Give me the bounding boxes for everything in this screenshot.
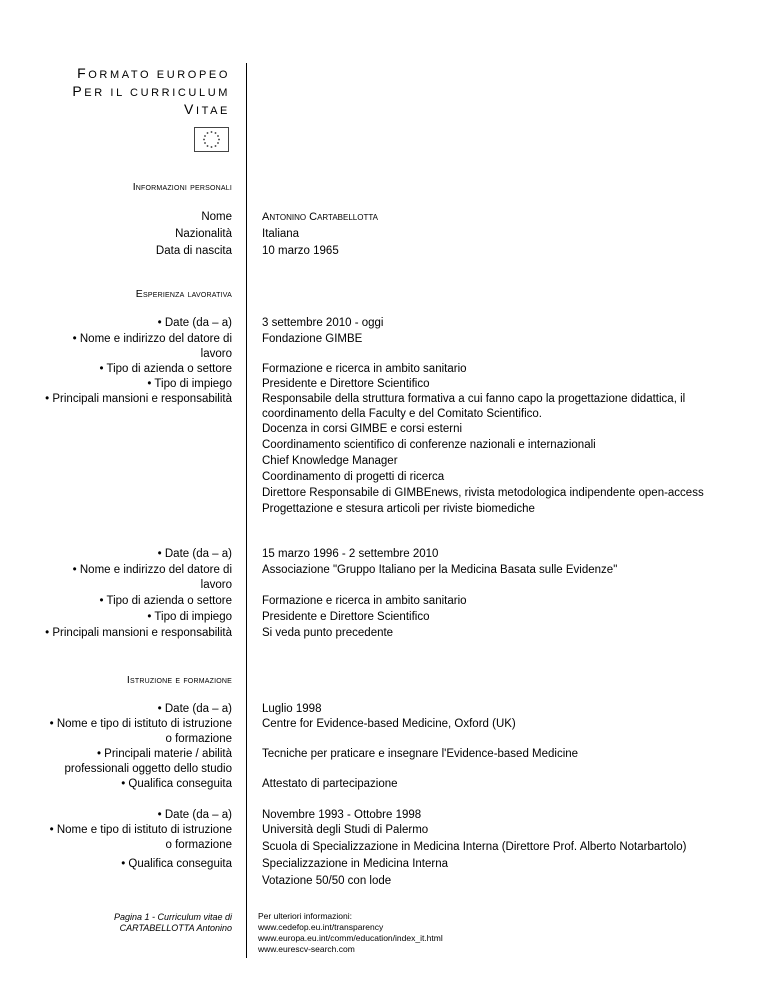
edu1-subjects: Tecniche per praticare e insegnare l'Evidence-based Medicine — [262, 748, 579, 760]
job1-type: Presidente e Direttore Scientifico — [262, 378, 430, 390]
job2-label-duties: • Principali mansioni e responsabilità — [45, 627, 232, 639]
column-divider — [246, 63, 247, 958]
footer-page-info: Pagina 1 - Curriculum vitae di — [113, 912, 232, 922]
footer-page-info-name: CARTABELLOTTA Antonino — [119, 923, 232, 933]
job1-label-sector: • Tipo di azienda o settore — [99, 363, 232, 375]
job2-sector: Formazione e ricerca in ambito sanitario — [262, 595, 467, 607]
edu2-label-institute-2: o formazione — [165, 839, 232, 851]
job1-duty: coordinamento della Faculty e del Comitato Scientifico. — [262, 408, 542, 420]
edu1-qualification: Attestato di partecipazione — [262, 778, 398, 790]
edu2-dates: Novembre 1993 - Ottobre 1998 — [262, 809, 422, 821]
eu-flag-icon — [194, 127, 229, 152]
label-name: Nome — [201, 211, 232, 223]
value-birthdate: 10 marzo 1965 — [262, 245, 339, 257]
edu1-label-institute-2: o formazione — [165, 733, 232, 745]
job1-label-dates: • Date (da – a) — [157, 317, 232, 329]
section-heading-work: Esperienza lavorativa — [135, 288, 232, 300]
footer-link[interactable]: www.eurescv-search.com — [258, 944, 355, 954]
edu1-label-subjects: • Principali materie / abilità — [96, 748, 232, 760]
job2-label-type: • Tipo di impiego — [147, 611, 232, 623]
job1-label-employer-2: lavoro — [200, 348, 232, 360]
edu2-label-dates: • Date (da – a) — [157, 809, 232, 821]
edu1-institute: Centre for Evidence-based Medicine, Oxford (UK) — [262, 718, 516, 730]
edu1-dates: Luglio 1998 — [262, 703, 322, 715]
edu2-institute: Università degli Studi di Palermo — [262, 824, 429, 836]
edu2-school: Scuola di Specializzazione in Medicina Interna (Direttore Prof. Alberto Notarbartolo) — [262, 841, 687, 853]
job1-dates: 3 settembre 2010 - oggi — [262, 317, 384, 329]
job2-label-employer-2: lavoro — [200, 579, 232, 591]
footer-link[interactable]: www.europa.eu.int/comm/education/index_it.html — [258, 933, 443, 943]
edu2-grade: Votazione 50/50 con lode — [262, 875, 392, 887]
label-nationality: Nazionalità — [175, 228, 232, 240]
job2-label-sector: • Tipo di azienda o settore — [99, 595, 232, 607]
cv-title-line3: VITAE — [184, 101, 230, 117]
cv-title-line1: FORMATO EUROPEO — [77, 65, 230, 81]
job1-duty: Direttore Responsabile di GIMBEnews, rivista metodologica indipendente open-access — [262, 487, 704, 499]
section-heading-personal: Informazioni personali — [132, 181, 232, 193]
label-birthdate: Data di nascita — [155, 245, 232, 257]
job2-type: Presidente e Direttore Scientifico — [262, 611, 430, 623]
job1-label-type: • Tipo di impiego — [147, 378, 232, 390]
job1-sector: Formazione e ricerca in ambito sanitario — [262, 363, 467, 375]
footer-info-label: Per ulteriori informazioni: — [258, 911, 353, 921]
edu2-label-qualification: • Qualifica conseguita — [121, 858, 232, 870]
job2-dates: 15 marzo 1996 - 2 settembre 2010 — [262, 548, 439, 560]
job2-label-employer: • Nome e indirizzo del datore di — [72, 564, 232, 576]
job2-employer: Associazione "Gruppo Italiano per la Medicina Basata sulle Evidenze" — [262, 564, 618, 576]
section-heading-education: Istruzione e formazione — [126, 674, 232, 686]
edu2-label-institute: • Nome e tipo di istituto di istruzione — [49, 824, 232, 836]
job1-label-duties: • Principali mansioni e responsabilità — [45, 393, 232, 405]
edu2-qualification: Specializzazione in Medicina Interna — [262, 858, 449, 870]
job1-duty: Coordinamento scientifico di conferenze nazionali e internazionali — [262, 439, 596, 451]
job2-label-dates: • Date (da – a) — [157, 548, 232, 560]
job2-duties: Si veda punto precedente — [262, 627, 394, 639]
value-name: Antonino Cartabellotta — [262, 211, 378, 223]
job1-duty: Progettazione e stesura articoli per riviste biomediche — [262, 503, 535, 515]
job1-employer: Fondazione GIMBE — [262, 333, 363, 345]
edu1-label-institute: • Nome e tipo di istituto di istruzione — [49, 718, 232, 730]
job1-label-employer: • Nome e indirizzo del datore di — [72, 333, 232, 345]
job1-duty: Chief Knowledge Manager — [262, 455, 398, 467]
edu1-label-dates: • Date (da – a) — [157, 703, 232, 715]
value-nationality: Italiana — [262, 228, 300, 240]
job1-duty: Docenza in corsi GIMBE e corsi esterni — [262, 423, 463, 435]
footer-link[interactable]: www.cedefop.eu.int/transparency — [258, 922, 384, 932]
job1-duty: Coordinamento di progetti di ricerca — [262, 471, 445, 483]
edu1-label-subjects-2: professionali oggetto dello studio — [64, 763, 232, 775]
cv-title-line2: PER IL CURRICULUM — [72, 83, 230, 99]
edu1-label-qualification: • Qualifica conseguita — [121, 778, 232, 790]
job1-duty: Responsabile della struttura formativa a cui fanno capo la progettazione didattica, il — [262, 393, 686, 405]
